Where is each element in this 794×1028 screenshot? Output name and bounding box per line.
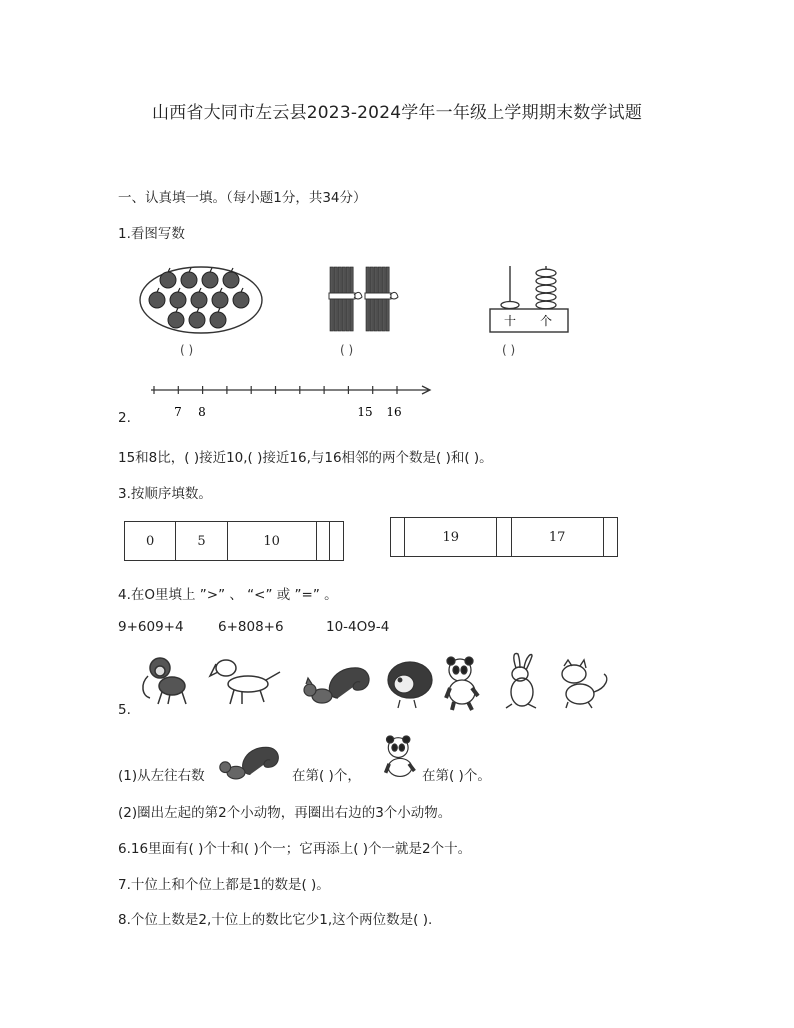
bundle-group (329, 267, 398, 331)
abacus-bead (536, 269, 556, 277)
question-5-sub2: (2)圈出左起的第2个小动物，再圈出右边的3个小动物。 (118, 805, 452, 821)
q1-blank-sticks: ( ) (340, 343, 354, 357)
hedgehog-icon (388, 662, 432, 708)
cat-icon (562, 660, 607, 708)
abacus-bead (536, 293, 556, 301)
apple-icon (168, 308, 184, 328)
question-3-label: 3.按顺序填数。 (118, 486, 212, 502)
apples-picture (138, 264, 264, 336)
dog-icon (210, 660, 280, 704)
tick-label: 15 (357, 405, 373, 419)
stick-bundle-icon (329, 267, 362, 331)
seq2-cell[interactable]: 19 (405, 518, 497, 557)
question-2-label: 2. (118, 410, 131, 426)
question-5-sub1-middle: 在第( )个， (292, 768, 361, 784)
monkey-icon (143, 658, 186, 704)
apple-icon (181, 268, 197, 288)
question-8: 8.个位上数是2,十位上的数比它少1,这个两位数是( ). (118, 912, 433, 928)
question-4-label: 4.在O里填上 ”>” 、 “<” 或 ”=” 。 (118, 587, 338, 603)
question-5-sub1-end: 在第( )个。 (422, 768, 491, 784)
question-5-sub1-start: (1)从左往右数 (118, 768, 205, 784)
abacus-bead (536, 301, 556, 309)
number-line (146, 378, 438, 422)
seq1-cell[interactable] (316, 522, 330, 561)
apple-icon (223, 268, 239, 288)
rabbit-icon (506, 654, 536, 708)
animals-row (132, 650, 614, 712)
seq1-cell[interactable]: 0 (125, 522, 176, 561)
seq1-cell[interactable]: 10 (227, 522, 316, 561)
abacus-tens-bead (501, 302, 519, 309)
apple-icon (191, 288, 207, 308)
sequence-table-1 (124, 521, 344, 561)
apple-icon (210, 308, 226, 328)
apple-icon (189, 308, 205, 328)
q1-blank-apples: ( ) (180, 343, 194, 357)
panda-small-icon (380, 733, 420, 779)
seq1-cell[interactable] (330, 522, 344, 561)
abacus-picture (488, 262, 570, 334)
tick-label: 8 (198, 405, 206, 419)
apple-icon (212, 288, 228, 308)
abacus-bead (536, 285, 556, 293)
abacus-base (490, 309, 568, 332)
apple-icon (202, 268, 218, 288)
q1-blank-abacus: ( ) (502, 343, 516, 357)
question-5-label: 5. (118, 702, 131, 718)
question-1-label: 1.看图写数 (118, 226, 185, 242)
tick-label: 7 (174, 405, 182, 419)
sequence-table-2 (390, 517, 618, 557)
seq1-cell[interactable]: 5 (176, 522, 227, 561)
abacus-tens-label: 十 (503, 314, 517, 328)
seq2-cell[interactable] (603, 518, 617, 557)
abacus-ones-beads (536, 269, 556, 309)
stick-bundles-picture (326, 265, 406, 335)
abacus-bead (536, 277, 556, 285)
squirrel-icon (304, 668, 369, 703)
apple-icon (170, 288, 186, 308)
panda-icon (446, 657, 478, 710)
section-heading: 一、认真填一填。（每小题1分，共34分） (118, 190, 367, 206)
apple-group (149, 268, 249, 328)
apple-icon (233, 288, 249, 308)
abacus-ones-label: 个 (539, 314, 553, 328)
question-2-text: 15和8比，( )接近10,( )接近16,与16相邻的两个数是( )和( )。 (118, 450, 493, 466)
page-title: 山西省大同市左云县2023-2024学年一年级上学期期末数学试题 (151, 103, 643, 123)
comparison-item: 9+609+4 (118, 619, 184, 635)
comparison-item: 10-4O9-4 (326, 619, 390, 635)
question-7: 7.十位上和个位上都是1的数是( )。 (118, 877, 330, 893)
squirrel-small-icon (218, 742, 284, 780)
question-6: 6.16里面有( )个十和( )个一；它再添上( )个一就是2个十。 (118, 841, 472, 857)
seq2-cell[interactable]: 17 (511, 518, 603, 557)
comparison-item: 6+808+6 (218, 619, 284, 635)
apple-icon (149, 288, 165, 308)
tick-label: 16 (386, 405, 402, 419)
stick-bundle-icon (365, 267, 398, 331)
seq2-cell[interactable] (391, 518, 405, 557)
seq2-cell[interactable] (497, 518, 511, 557)
